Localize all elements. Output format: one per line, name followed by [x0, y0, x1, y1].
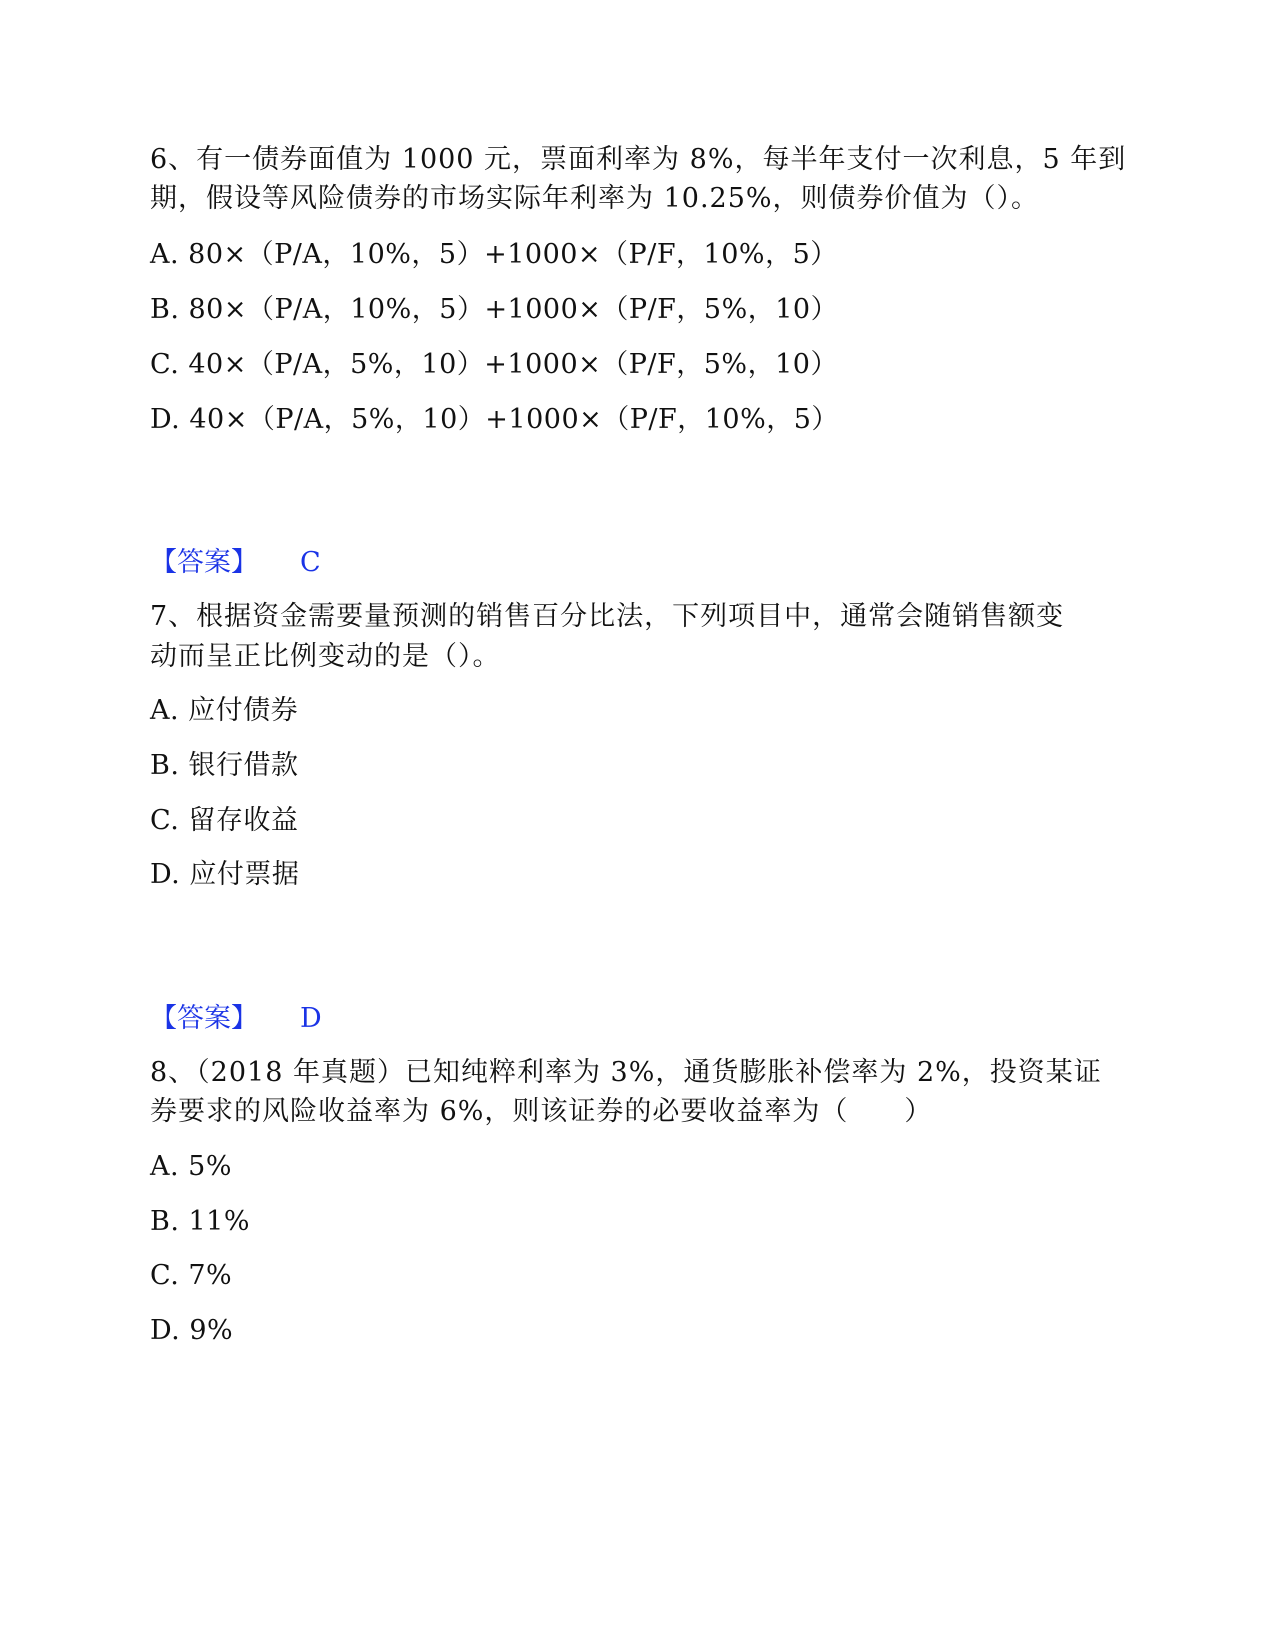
question-6-option-b: B. 80×（P/A，10%，5）+1000×（P/F，5%，10）	[150, 294, 839, 325]
question-8-stem-line-2: 券要求的风险收益率为 6%，则该证券的必要收益率为（ ）	[150, 1096, 933, 1127]
question-6-answer	[150, 546, 321, 580]
question-7-option-a: A. 应付债券	[150, 695, 299, 726]
question-8-option-d: D. 9%	[150, 1315, 234, 1346]
question-7-option-c: C. 留存收益	[150, 805, 299, 836]
question-8-stem-line-1: 8、（2018 年真题）已知纯粹利率为 3%，通货膨胀补偿率为 2%，投资某证	[150, 1057, 1102, 1088]
question-8-option-a: A. 5%	[150, 1151, 232, 1182]
question-7-stem-line-2: 动而呈正比例变动的是（）。	[150, 641, 501, 672]
question-7-option-b: B. 银行借款	[150, 750, 299, 781]
answer-value: C	[300, 547, 321, 578]
question-6-stem-line-2: 期，假设等风险债券的市场实际年利率为 10.25%，则债券价值为（）。	[150, 183, 1040, 214]
question-6-option-d: D. 40×（P/A，5%，10）+1000×（P/F，10%，5）	[150, 404, 839, 435]
question-6-stem-line-1: 6、有一债券面值为 1000 元，票面利率为 8%，每半年支付一次利息，5 年到	[150, 144, 1127, 175]
answer-label: 【答案】	[150, 1003, 258, 1034]
question-7-answer	[150, 1002, 322, 1036]
question-6-option-a: A. 80×（P/A，10%，5）+1000×（P/F，10%，5）	[150, 239, 838, 270]
question-7-option-d: D. 应付票据	[150, 859, 300, 890]
question-7-stem-line-1: 7、根据资金需要量预测的销售百分比法，下列项目中，通常会随销售额变	[150, 601, 1065, 632]
question-6-option-c: C. 40×（P/A，5%，10）+1000×（P/F，5%，10）	[150, 349, 838, 380]
answer-label: 【答案】	[150, 547, 258, 578]
question-8-option-b: B. 11%	[150, 1206, 251, 1237]
answer-value: D	[300, 1003, 322, 1034]
question-8-option-c: C. 7%	[150, 1260, 233, 1291]
